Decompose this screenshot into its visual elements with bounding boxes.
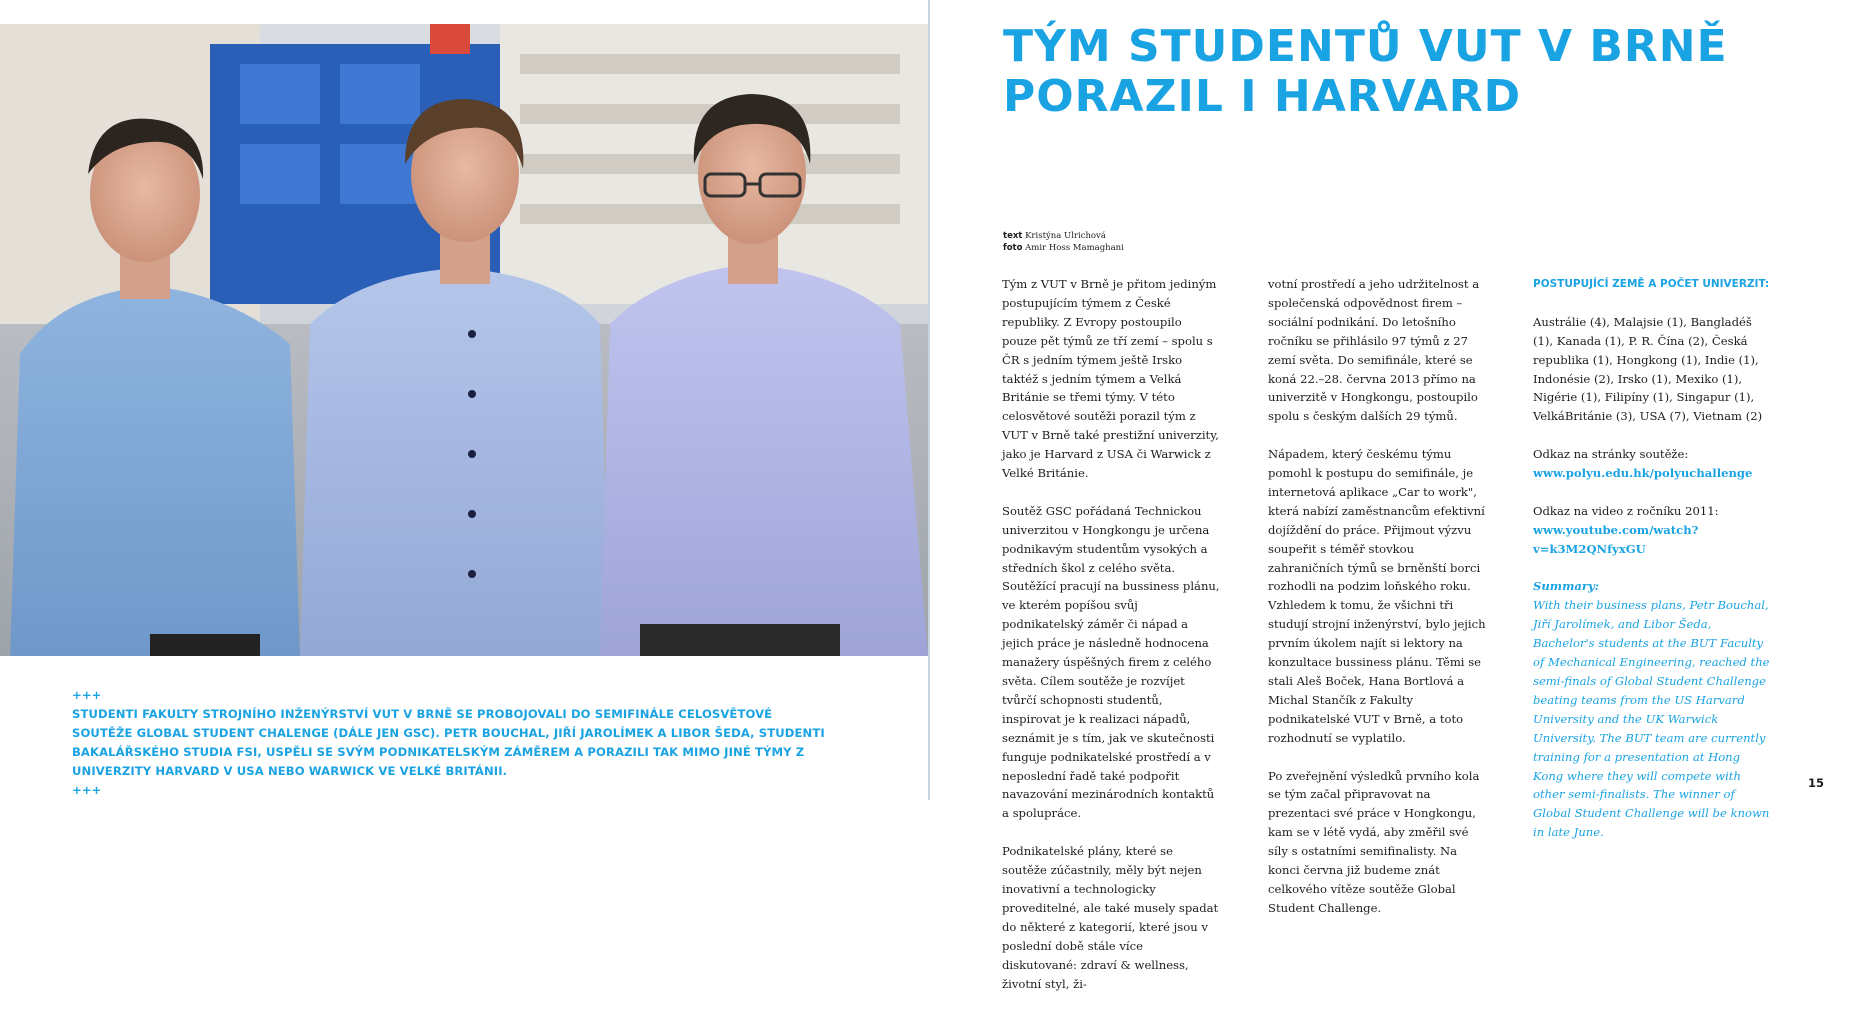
article-column-1 [1002,275,1220,1012]
paragraph: Po zveřejnění výsledků prvního kola se tým začal připravovat na prezentaci své práce v Hongkongu, kam se v létě vydá, aby změřil své síly s ostatními semifinalisty. Na konci června již budeme znát celkového vítěze soutěže Global Student Challenge. [1268,768,1480,915]
countries-list: Austrálie (4), Malajsie (1), Bangladéš (1), Kanada (1), P. R. Čína (2), Česká republika (1), Hongkong (1), Indie (1), Indonésie (2), Irsko (1), Mexiko (1), Nigérie (1), Filipíny (1), Singapur (1), VelkáBritánie (3), USA (7), Vietnam (2) [1533,314,1763,424]
competition-link-block [1533,445,1773,483]
sidebar-column [1533,275,1773,861]
lead-marks-top: +++ [72,688,102,702]
paragraph: Soutěž GSC pořádaná Technickou univerzitou v Hongkongu je určena podnikavým studentům vysokých a středních škol z celého světa. Soutěžící pracují na bussiness plánu, ve kterém popíšou svůj podnikatelský záměr či nápad a jejich práce je následně hodnocena manažery úspěšných firem z celého světa. Cílem soutěže je rozvíjet tvůrčí schopnosti studentů, inspirovat je k realizaci nápadů, seznámit je s tím, jak ve skutečnosti funguje podnikatelské prostředí a v neposlední řadě také podpořit navazování mezinárodních kontaktů a spolupráce. [1002,503,1220,821]
paragraph: Tým z VUT v Brně je přitom jediným postupujícím týmem z České republiky. Z Evropy postoupilo pouze pět týmů ze tří zemí – spolu s ČR s jedním týmem ještě Irsko taktéž s jedním týmem a Velká Británie se třemi týmy. V této celosvětové soutěži porazil tým z VUT v Brně také prestižní univerzity, jako je Harvard z USA či Warwick z Velké Británie. [1002,277,1219,481]
lead-text: STUDENTI FAKULTY STROJNÍHO INŽENÝRSTVÍ VUT V BRNĚ SE PROBOJOVALI DO SEMIFINÁLE CELOSVĚTOVÉ SOUTĚŽE GLOBAL STUDENT CHALENGE (DÁLE JEN GSC). PETR BOUCHAL, JIŘÍ JAROLÍMEK A LIBOR ŠEDA, STUDENTI BAKALÁŘSKÉHO STUDIA FSI, USPĚLI SE SVÝM PODNIKATELSKÝM ZÁMĚREM A PORAZILI TAK MIMO JINÉ TÝMY Z UNIVERZITY HARVARD V USA NEBO WARWICK VE VELKÉ BRITÁNII. [72,707,825,778]
text-credit-label: text [1003,231,1023,241]
photo-credit-label: foto [1003,243,1023,253]
summary-block [1533,577,1773,842]
video-link-block [1533,502,1773,559]
competition-link-label: Odkaz na stránky soutěže: [1533,447,1689,462]
left-page [0,0,928,800]
countries-heading: POSTUPUJÍCÍ ZEMĚ A POČET UNIVERZIT: [1533,278,1770,290]
summary-title: Summary: [1533,579,1599,594]
summary-text: With their business plans, Petr Bouchal, Jiří Jarolímek, and Libor Šeda, Bachelor's students at the BUT Faculty of Mechanical Engineering, reached the semi-finals of Global Student Challenge beating teams from the US Harvard University and the UK Warwick University. The BUT team are currently training for a presentation at Hong Kong where they will compete with other semi-finalists. The winner of Global Student Challenge will be known in late June. [1533,598,1770,840]
photo-credit-author: Amir Hoss Mamaghani [1025,243,1124,253]
competition-link[interactable]: www.polyu.edu.hk/polyuchallenge [1533,466,1753,481]
lead-marks-bottom: +++ [72,783,102,797]
video-link-label: Odkaz na video z ročníku 2011: [1533,503,1719,518]
lead-paragraph [72,686,832,800]
team-photo [0,24,928,656]
team-photo-illustration [0,24,928,656]
credits [1003,230,1124,254]
page-number: 15 [1807,776,1824,790]
photo-credit [1003,242,1124,254]
article-headline: TÝM STUDENTŮ VUT V BRNĚ PORAZIL I HARVARD [1003,21,1728,122]
text-credit-author: Kristýna Ulrichová [1025,231,1106,241]
article-column-2 [1268,275,1486,937]
text-credit [1003,230,1124,242]
paragraph: votní prostředí a jeho udržitelnost a společenská odpovědnost firem – sociální podnikání. Do letošního ročníku se přihlásilo 97 týmů z 27 zemí světa. Do semifinále, které se koná 22.–28. června 2013 přímo na univerzitě v Hongkongu, postoupilo spolu s českým dalších 29 týmů. [1268,277,1480,424]
paragraph: Nápadem, který českému týmu pomohl k postupu do semifinále, je internetová aplikace „Car to work", která nabízí zaměstnancům efektivní dojíždění do práce. Přijmout výzvu soupeřit s téměř stovkou zahraničních týmů se brněnští borci rozhodli na podzim loňského roku. Vzhledem k tomu, že všichni tři studují strojní inženýrství, bylo jejich prvním úkolem najít si lektory na konzultace bussiness plánu. Těmi se stali Aleš Boček, Hana Bortlová a Michal Stančík z Fakulty podnikatelské VUT v Brně, a toto rozhodnutí se vyplatilo. [1268,447,1486,745]
right-page [930,0,1854,991]
video-link[interactable]: www.youtube.com/watch?v=k3M2QNfyxGU [1533,522,1699,556]
paragraph: Podnikatelské plány, které se soutěže zúčastnily, měly být nejen inovativní a technologicky proveditelné, ale také musely spadat do některé z kategorií, které jsou v poslední době stále více diskutované: zdraví & wellness, životní styl, ži- [1002,844,1219,991]
